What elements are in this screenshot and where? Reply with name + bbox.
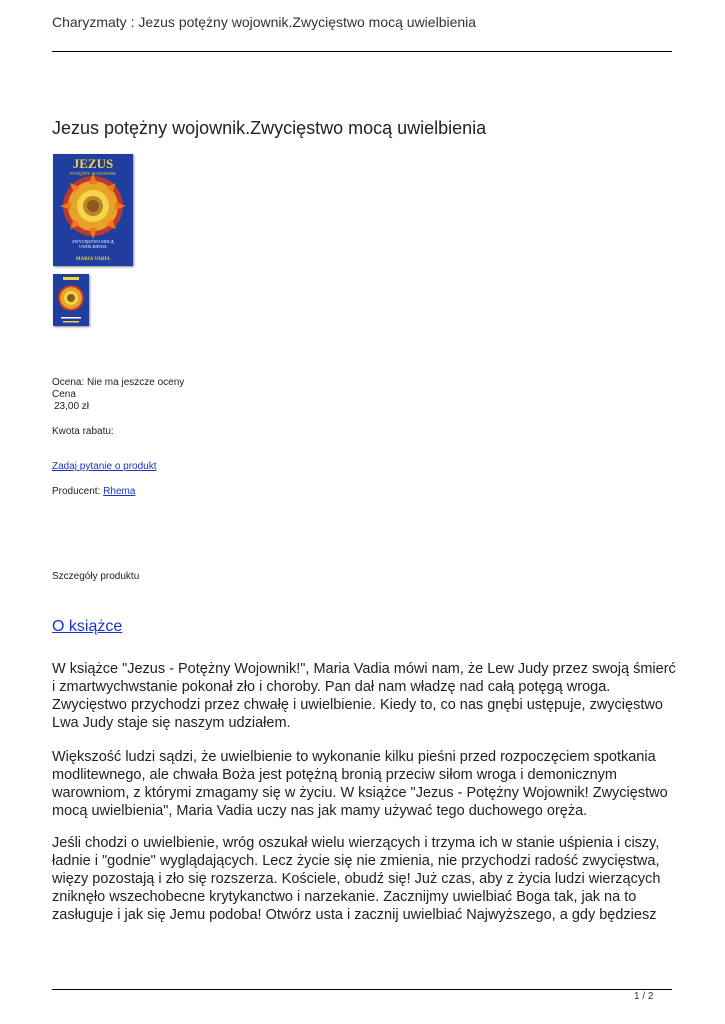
cover-title-line2: POTĘŻNY WOJOWNIK <box>69 171 117 176</box>
price-value: 23,00 zł <box>54 401 90 412</box>
book-cover-image[interactable] <box>53 154 133 266</box>
ask-question-link[interactable]: Zadaj pytanie o produkt <box>52 461 157 472</box>
document-header-title: Charyzmaty : Jezus potężny wojownik.Zwycięstwo mocą uwielbienia <box>52 14 477 30</box>
article-paragraph: Jeśli chodzi o uwielbienie, wróg oszukał wielu wierzących i trzyma ich w stanie uśpienia i ciszy, ładnie i "godnie" wyglądających. Lecz życie się nie zmienia, nie przychodzi radość zwycięstwa, więzy pozostają i zło się rozszerza. Kościele, obudź się! Już czas, aby z życia ludzi wierzących zniknęło wszechobecne krytykanctwo i narzekanie. Zacznijmy uwielbiać Boga tak, jak na to zasługuje i jak się Jemu podoba! Otwórz usta i zacznij uwielbiać Najwyższego, a gdy będziesz <box>52 835 661 923</box>
ask-question-row <box>52 461 157 473</box>
product-title: Jezus potężny wojownik.Zwycięstwo mocą uwielbienia <box>52 118 487 138</box>
article-paragraph: W książce "Jezus - Potężny Wojownik!", Maria Vadia mówi nam, że Lew Judy przez swoją śmierć i zmartwychwstanie pokonał zło i choroby. Pan dał nam władzę nad całą potęgą wroga. Zwycięstwo przychodzi przez chwałę i uwielbienie. Kiedy to, co nas gnębi ustępuje, zwycięstwo Lwa Judy staje się naszym udziałem. <box>52 661 676 731</box>
book-cover-art <box>53 154 133 266</box>
cover-subtitle: ZWYCIĘSTWO MOCĄ <box>72 239 114 244</box>
discount-label: Kwota rabatu: <box>52 426 114 437</box>
article-paragraph: Większość ludzi sądzi, że uwielbienie to wykonanie kilku pieśni przed rozpoczęciem spotkania modlitewnego, ale chwała Boża jest potężną bronią przeciw siłom wroga i demonicznym warowniom, z którymi zmagamy się w życiu. W książce "Jezus - Potężny Wojownik! Zwycięstwo mocą uwielbienia", Maria Vadia uczy nas jak mamy używać tego duchowego oręża. <box>52 749 668 819</box>
header-divider <box>52 51 672 52</box>
rating-text: Ocena: Nie ma jeszcze oceny <box>52 377 185 388</box>
thumbnail-art <box>53 274 89 326</box>
cover-subtitle-line2: UWIELBIENIA <box>79 244 107 249</box>
about-book-link[interactable]: O książce <box>52 618 123 635</box>
product-details-label: Szczegóły produktu <box>52 571 140 582</box>
book-cover-thumbnail[interactable] <box>53 274 89 326</box>
footer-divider <box>52 989 672 990</box>
manufacturer-label: Producent: <box>52 486 101 497</box>
page-number: 1 / 2 <box>634 991 654 1002</box>
price-label: Cena <box>52 389 76 400</box>
cover-title: JEZUS <box>72 156 114 171</box>
cover-author: MARIA VADIA <box>75 257 111 262</box>
manufacturer-row <box>52 486 135 498</box>
manufacturer-link[interactable]: Rhema <box>103 486 136 497</box>
